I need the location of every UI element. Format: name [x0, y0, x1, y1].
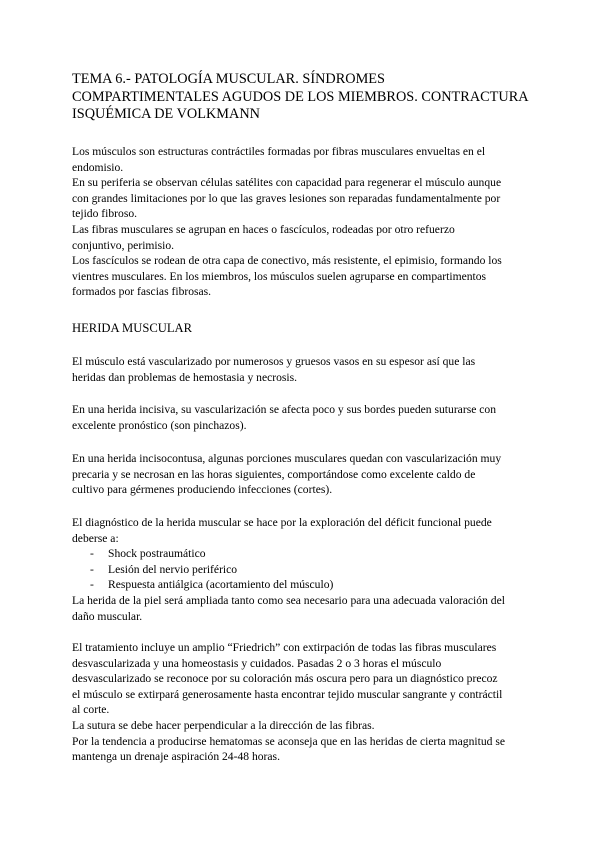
document-title [72, 71, 542, 124]
text-line: con grandes limitaciones por lo que las graves lesiones son reparadas fundamentalmente por [72, 191, 501, 205]
text-line: el músculo se extirpará generosamente hasta encontrar tejido muscular sangrante y contráctil [72, 687, 503, 701]
text-line: vientres musculares. En los miembros, los músculos suelen agruparse en compartimentos [72, 269, 487, 283]
text-line: Las fibras musculares se agrupan en haces o fascículos, rodeadas por otro refuerzo [72, 222, 455, 236]
paragraph-vascular [72, 354, 534, 385]
text-line: desvascularizada y una homeostasis y cuidados. Pasadas 2 o 3 horas el músculo [72, 656, 442, 670]
paragraph-tratamiento [72, 640, 534, 765]
text-line: mantenga un drenaje aspiración 24-48 horas. [72, 750, 280, 764]
title-line: ISQUÉMICA DE VOLKMANN [72, 106, 260, 122]
text-line: Los fascículos se rodean de otra capa de conectivo, más resistente, el epimisio, formando los [72, 254, 502, 268]
title-line: COMPARTIMENTALES AGUDOS DE LOS MIEMBROS. CONTRACTURA [72, 88, 529, 105]
list-item: - Lesión del nervio periférico [72, 562, 534, 578]
text-line: En una herida incisiva, su vascularización se afecta poco y sus bordes pueden suturarse con [72, 403, 496, 416]
text-line: formados por fascias fibrosas. [72, 285, 212, 299]
title-line: TEMA 6.- PATOLOGÍA MUSCULAR. SÍNDROMES [72, 71, 385, 87]
text-line: Los músculos son estructuras contráctiles formadas por fibras musculares envueltas en el [72, 145, 486, 158]
text-line: Por la tendencia a producirse hematomas se aconseja que en las heridas de cierta magnitud se [72, 734, 505, 748]
text-line: al corte. [72, 703, 110, 717]
text-line: El músculo está vascularizado por numerosos y gruesos vasos en su espesor así que las [72, 355, 476, 368]
text-line: En una herida incisocontusa, algunas porciones musculares quedan con vascularización muy [72, 452, 502, 465]
text-line: endomisio. [72, 160, 124, 174]
text-line: El diagnóstico de la herida muscular se hace por la exploración del déficit funcional puede [72, 516, 492, 529]
text-line: La herida de la piel será ampliada tanto como sea necesario para una adecuada valoración del [72, 594, 505, 607]
intro-paragraph [72, 144, 534, 300]
text-line: precaria y se necrosan en las horas siguientes, comportándose como excelente caldo de [72, 467, 476, 481]
text-line: desvascularizado se reconoce por su coloración más oscura pero para un diagnóstico precoz [72, 672, 498, 686]
text-line: En su periferia se observan células satélites con capacidad para regenerar el músculo aunque [72, 176, 502, 190]
text-line: conjuntivo, perimisio. [72, 238, 175, 252]
text-line: deberse a: [72, 531, 119, 545]
text-line: daño muscular. [72, 609, 143, 623]
section-heading: HERIDA MUSCULAR [72, 321, 193, 335]
paragraph-piel [72, 593, 534, 624]
paragraph-incisocontusa [72, 451, 534, 498]
list-item: - Shock postraumático [72, 546, 534, 562]
list-item: - Respuesta antiálgica (acortamiento del músculo) [72, 577, 534, 593]
paragraph-diagnostico [72, 515, 534, 546]
text-line: La sutura se debe hacer perpendicular a la dirección de las fibras. [72, 718, 375, 732]
text-line: excelente pronóstico (son pinchazos). [72, 418, 247, 432]
paragraph-incisiva [72, 402, 534, 433]
text-line: heridas dan problemas de hemostasia y necrosis. [72, 370, 298, 384]
diagnostico-list [72, 546, 534, 593]
text-line: El tratamiento incluye un amplio “Friedrich” con extirpación de todas las fibras musculares [72, 641, 497, 654]
text-line: cultivo para gérmenes produciendo infecciones (cortes). [72, 483, 333, 497]
text-line: tejido fibroso. [72, 207, 138, 221]
